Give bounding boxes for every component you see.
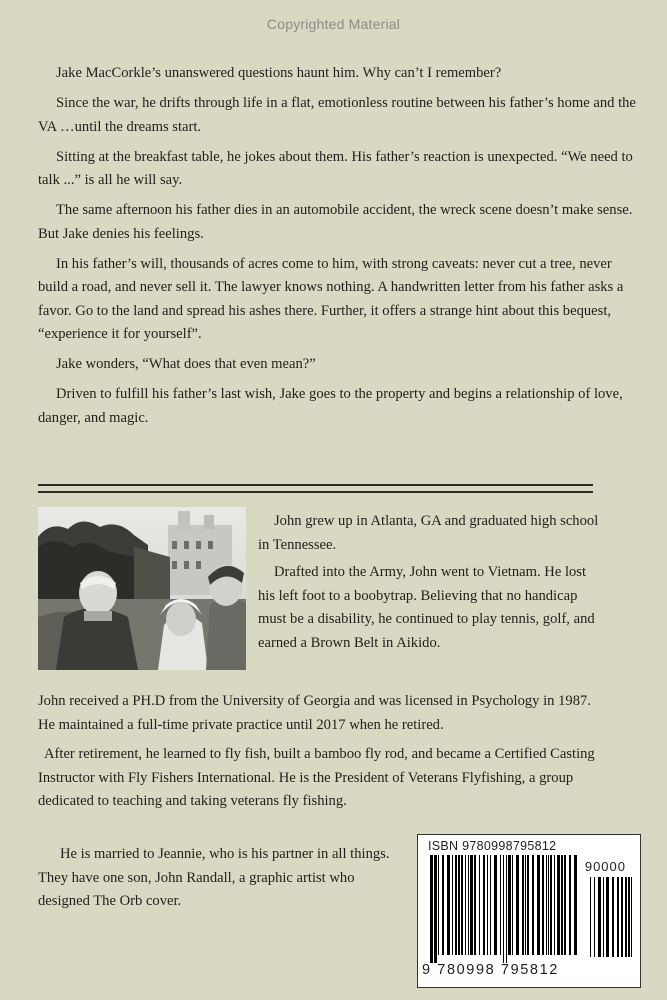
barcode-bar <box>525 855 526 955</box>
barcode-bar <box>506 855 507 963</box>
barcode-bar <box>438 855 439 955</box>
barcode-bar <box>561 855 563 955</box>
barcode-bar <box>631 877 632 957</box>
bio-paragraph: He is married to Jeannie, who is his partner in all things. They have one son, John Randall, a graphic artist who designed The Orb cover. <box>38 846 390 909</box>
blurb-paragraph: Since the war, he drifts through life in a flat, emotionless routine between his father’s home and the VA …until the dreams start. <box>38 95 636 135</box>
blurb-paragraph: Jake MacCorkle’s unanswered questions haunt him. Why can’t I remember? <box>56 65 502 81</box>
barcode-bar <box>625 877 627 957</box>
barcode-bar <box>500 855 501 955</box>
barcode-bar <box>617 877 619 957</box>
barcode-bar <box>458 855 460 955</box>
barcode-bar <box>603 877 604 957</box>
barcode-bar <box>508 855 511 955</box>
barcode-bar <box>557 855 560 955</box>
author-bio-family <box>38 843 398 914</box>
barcode-bar <box>522 855 524 955</box>
barcode-bar <box>606 877 609 957</box>
isbn-barcode <box>417 834 641 988</box>
price-barcode-bars <box>590 877 634 965</box>
barcode-bar <box>483 855 485 955</box>
bio-paragraph: John received a PH.D from the University of Georgia and was licensed in Psychology in 1987. He maintained a full-time private practice until 2017 when he retired. <box>38 693 591 733</box>
blurb-paragraph: Jake wonders, “What does that even mean?” <box>56 356 316 372</box>
barcode-bar <box>461 855 463 955</box>
barcode-bar <box>442 855 444 955</box>
barcode-bar <box>474 855 476 955</box>
barcode-bar <box>621 877 623 957</box>
bio-paragraph: Drafted into the Army, John went to Vietnam. He lost his left foot to a boobytrap. Believing that no handicap must be a disability, he continued to play tennis, golf, and earned a Brown Belt in Aikido. <box>258 564 595 651</box>
isbn-digits: 9 780998 795812 <box>422 962 559 978</box>
barcode-bar <box>574 855 577 955</box>
barcode-bar <box>546 855 547 955</box>
barcode-bar <box>468 855 469 955</box>
barcode-bar <box>532 855 534 955</box>
price-code: 90000 <box>584 859 626 874</box>
barcode-bar <box>494 855 497 955</box>
blurb-paragraph: Sitting at the breakfast table, he jokes about them. His father’s reaction is unexpected. “We need to talk ...” is all he will say. <box>38 148 633 188</box>
barcode-bar <box>430 855 433 963</box>
author-bio-main <box>38 690 598 820</box>
author-bio-beside-photo <box>258 510 603 659</box>
barcode-bar <box>434 855 437 963</box>
bio-paragraph: John grew up in Atlanta, GA and graduated high school in Tennessee. <box>258 513 599 553</box>
barcode-bar <box>527 855 529 955</box>
barcode-bar <box>564 855 566 955</box>
barcode-bar <box>465 855 466 955</box>
divider-line <box>38 491 593 493</box>
book-blurb <box>38 62 638 437</box>
barcode-bar <box>598 877 601 957</box>
barcode-bar <box>503 855 504 963</box>
blurb-paragraph: The same afternoon his father dies in an automobile accident, the wreck scene doesn’t make sense. But Jake denies his feelings. <box>38 202 633 242</box>
barcode-bar <box>479 855 480 955</box>
barcode-bar <box>594 877 595 957</box>
author-photo <box>38 507 246 670</box>
barcode-bar <box>455 855 457 955</box>
barcode-bar <box>548 855 549 955</box>
blurb-paragraph: Driven to fulfill his father’s last wish, Jake goes to the property and begins a relationship of love, danger, and magic. <box>38 386 623 426</box>
barcode-bar <box>447 855 450 955</box>
barcode-bar <box>487 855 488 955</box>
blurb-paragraph: In his father’s will, thousands of acres come to him, with strong caveats: never cut a tree, never build a road, and never sell it. The lawyer knows nothing. A handwritten letter from his father asks a favor. Go to the land and spread his ashes there. Further, it offers a strange hint about this bequest, “experience it for yourself”. <box>38 255 624 342</box>
bio-paragraph: After retirement, he learned to fly fish, built a bamboo fly rod, and became a Certified Casting Instructor with Fly Fishers International. He is the President of Veterans Flyfishing, a group dedicated to teaching and taking veterans fly fishing. <box>38 746 595 809</box>
divider-line <box>38 484 593 486</box>
barcode-bar <box>470 855 473 955</box>
barcode-bar <box>516 855 519 955</box>
barcode-bar <box>512 855 513 955</box>
barcode-bar <box>628 877 630 957</box>
copyright-watermark: Copyrighted Material <box>266 16 401 32</box>
barcode-bar <box>542 855 544 955</box>
barcode-bars <box>430 855 580 963</box>
barcode-bar <box>550 855 552 955</box>
isbn-label: ISBN 9780998795812 <box>428 839 557 853</box>
barcode-bar <box>537 855 540 955</box>
barcode-bar <box>490 855 491 955</box>
barcode-bar <box>554 855 555 955</box>
barcode-bar <box>452 855 453 955</box>
barcode-bar <box>590 877 591 957</box>
barcode-bar <box>612 877 614 957</box>
barcode-bar <box>569 855 571 955</box>
